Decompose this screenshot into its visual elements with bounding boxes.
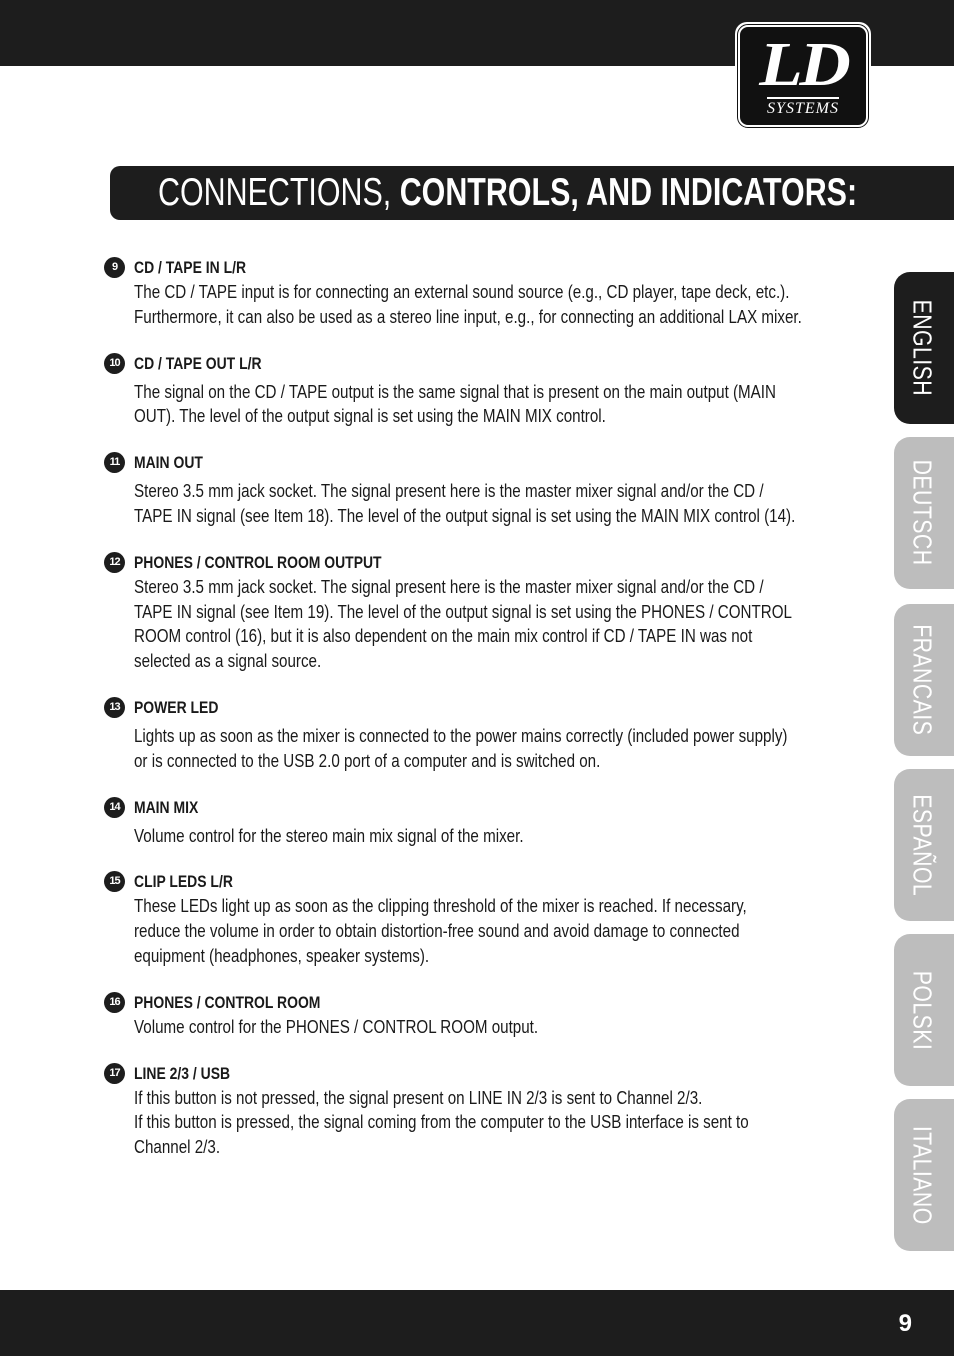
item-description bbox=[134, 724, 847, 774]
section-title-light: CONNECTIONS, bbox=[158, 171, 400, 214]
tab-polski[interactable] bbox=[894, 934, 954, 1086]
item-line: If this button is pressed, the signal coming from the computer to the USB interface is sent to bbox=[134, 1111, 749, 1133]
item-line: Furthermore, it can also be used as a stereo line input, e.g., for connecting an additional LAX mixer. bbox=[134, 305, 802, 327]
tab-deutsch-label: DEUTSCH bbox=[907, 460, 938, 566]
tab-italiano[interactable] bbox=[894, 1099, 954, 1251]
item-title: CLIP LEDS L/R bbox=[134, 872, 233, 892]
list-item-12 bbox=[104, 551, 864, 674]
item-line: Volume control for the PHONES / CONTROL ROOM output. bbox=[134, 1015, 539, 1037]
item-title: LINE 2/3 / USB bbox=[134, 1063, 231, 1083]
item-description bbox=[134, 1086, 847, 1160]
item-description bbox=[134, 380, 847, 430]
item-description bbox=[134, 824, 847, 849]
tab-francais-label: FRANCAIS bbox=[907, 624, 938, 736]
ld-systems-logo bbox=[735, 22, 871, 130]
item-number-badge: 13 bbox=[104, 697, 125, 718]
item-line: or is connected to the USB 2.0 port of a computer and is switched on. bbox=[134, 749, 601, 771]
item-description bbox=[134, 894, 847, 968]
item-line: TAPE IN signal (see Item 19). The level of the output signal is set using the PHONES / CONTROL bbox=[134, 600, 792, 622]
list-item-17 bbox=[104, 1062, 864, 1160]
item-list bbox=[104, 256, 864, 1182]
item-title: POWER LED bbox=[134, 697, 219, 717]
item-number-badge: 10 bbox=[104, 353, 125, 374]
item-line: ROOM control (16), but it is also dependent on the main mix control if CD / TAPE IN was not bbox=[134, 625, 753, 647]
list-item-14 bbox=[104, 796, 864, 849]
tab-polski-label: POLSKI bbox=[907, 970, 938, 1050]
item-number-badge: 16 bbox=[104, 992, 125, 1013]
item-line: Stereo 3.5 mm jack socket. The signal present here is the master mixer signal and/or the CD / bbox=[134, 575, 764, 597]
item-title: CD / TAPE IN L/R bbox=[134, 258, 247, 277]
list-item-9 bbox=[104, 256, 864, 330]
item-number-badge: 14 bbox=[104, 797, 125, 818]
item-line: The signal on the CD / TAPE output is the same signal that is present on the main output (MAIN bbox=[134, 380, 776, 402]
footer-bar bbox=[0, 1290, 954, 1356]
item-number-badge: 9 bbox=[104, 257, 125, 278]
list-item-11 bbox=[104, 451, 864, 529]
tab-francais[interactable] bbox=[894, 604, 954, 756]
tab-deutsch[interactable] bbox=[894, 437, 954, 589]
item-line: TAPE IN signal (see Item 18). The level of the output signal is set using the MAIN MIX control (14). bbox=[134, 504, 796, 526]
item-number-badge: 11 bbox=[104, 452, 125, 473]
item-line: Lights up as soon as the mixer is connected to the power mains correctly (included power supply) bbox=[134, 724, 788, 746]
logo-main-text: LD bbox=[758, 30, 848, 99]
tab-italiano-label: ITALIANO bbox=[907, 1125, 938, 1225]
item-title: PHONES / CONTROL ROOM OUTPUT bbox=[134, 552, 382, 572]
item-number-badge: 17 bbox=[104, 1063, 125, 1084]
logo-badge bbox=[738, 25, 868, 127]
item-number-badge: 12 bbox=[104, 552, 125, 573]
tab-english[interactable] bbox=[894, 272, 954, 424]
page-number: 9 bbox=[898, 1310, 912, 1337]
item-title: CD / TAPE OUT L/R bbox=[134, 353, 262, 373]
item-description bbox=[134, 1015, 847, 1040]
list-item-15 bbox=[104, 870, 864, 968]
logo-sub-text: SYSTEMS bbox=[767, 97, 839, 118]
tab-english-label: ENGLISH bbox=[907, 299, 938, 397]
item-number-badge: 15 bbox=[104, 871, 125, 892]
section-title-bold: CONTROLS, AND INDICATORS: bbox=[399, 171, 858, 214]
item-line: Volume control for the stereo main mix signal of the mixer. bbox=[134, 824, 524, 846]
item-line: selected as a signal source. bbox=[134, 650, 322, 672]
item-line: OUT). The level of the output signal is set using the MAIN MIX control. bbox=[134, 405, 606, 427]
item-title: MAIN OUT bbox=[134, 453, 203, 473]
list-item-16 bbox=[104, 991, 864, 1040]
item-line: equipment (headphones, speaker systems). bbox=[134, 944, 430, 966]
item-description bbox=[134, 479, 847, 529]
section-title-banner bbox=[110, 166, 954, 220]
section-title bbox=[158, 171, 857, 215]
item-line: These LEDs light up as soon as the clipping threshold of the mixer is reached. If necessary, bbox=[134, 895, 747, 917]
item-line: reduce the volume in order to obtain distortion-free sound and avoid damage to connected bbox=[134, 920, 740, 942]
tab-espanol[interactable] bbox=[894, 769, 954, 921]
tab-espanol-label: ESPAÑOL bbox=[907, 793, 938, 897]
item-description bbox=[134, 280, 847, 330]
item-title: MAIN MIX bbox=[134, 797, 199, 817]
item-line: Stereo 3.5 mm jack socket. The signal present here is the master mixer signal and/or the CD / bbox=[134, 480, 764, 502]
item-line: The CD / TAPE input is for connecting an external sound source (e.g., CD player, tape deck, etc.). bbox=[134, 281, 790, 302]
list-item-10 bbox=[104, 352, 864, 430]
item-line: If this button is not pressed, the signal present on LINE IN 2/3 is sent to Channel 2/3. bbox=[134, 1086, 703, 1108]
list-item-13 bbox=[104, 696, 864, 774]
item-title: PHONES / CONTROL ROOM bbox=[134, 992, 321, 1012]
item-line: Channel 2/3. bbox=[134, 1136, 221, 1158]
item-description bbox=[134, 575, 847, 674]
